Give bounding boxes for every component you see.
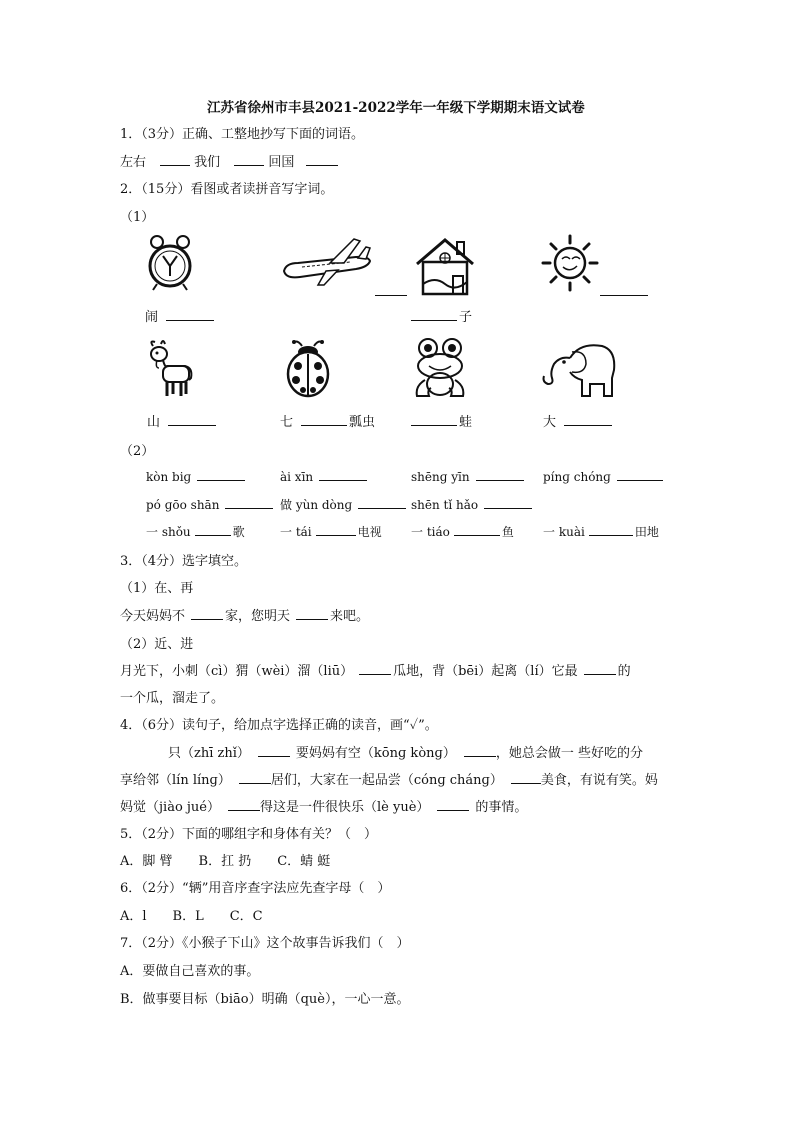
question-2-stem: 2．（15分）看图或者读拼音写字词。 [120, 182, 334, 197]
copy-word-1: 左右 [120, 155, 147, 170]
question-3-stem: 3．（4分）选字填空。 [120, 554, 248, 569]
answer-blank[interactable] [258, 744, 290, 757]
answer-blank[interactable] [411, 308, 457, 321]
frog-icon [411, 336, 469, 400]
answer-blank[interactable] [411, 413, 457, 426]
answer-blank[interactable] [359, 662, 391, 675]
picture-label: 蛙 [459, 415, 473, 430]
pinyin-suffix: 鱼 [501, 525, 514, 539]
answer-blank[interactable] [191, 607, 223, 620]
picture-label: 子 [459, 310, 473, 325]
sentence-text: ，她总会做一 些好吃的分 [495, 746, 643, 761]
pinyin-prompt: kòn biɡ [146, 470, 192, 484]
sentence-text: 来吧。 [330, 609, 370, 624]
answer-options[interactable]: A．脚 臂 B．扛 扔 C．蜻 蜓 [120, 854, 331, 869]
sub-question-label: （2）近、进 [120, 637, 194, 652]
answer-blank[interactable] [319, 468, 367, 481]
answer-blank[interactable] [564, 413, 612, 426]
pinyin-prompt: 做 yùn dònɡ [280, 498, 353, 512]
sentence-text: 妈觉（jiào jué） [120, 800, 220, 815]
sun-icon [540, 233, 600, 293]
pinyin-prompt: shēnɡ yīn [411, 470, 470, 484]
answer-blank[interactable] [234, 153, 264, 166]
answer-blank[interactable] [484, 496, 532, 509]
sentence-text: 一个瓜，溜走了。 [120, 691, 225, 706]
sentence-text: 今天妈妈不 [120, 609, 186, 624]
sentence-text: 享给邻（lín línɡ） [120, 773, 231, 788]
page-title: 江苏省徐州市丰县2021-2022学年一年级下学期期末语文试卷 [207, 100, 585, 116]
answer-blank[interactable] [301, 413, 347, 426]
answer-blank[interactable] [511, 771, 541, 784]
sentence-text: 月光下，小刺（cì）猬（wèi）溜（liū） [120, 664, 354, 679]
sentence-text: 瓜地，背（bēi）起离（lí）它最 [393, 664, 578, 679]
answer-blank[interactable] [197, 468, 245, 481]
answer-blank[interactable] [476, 468, 524, 481]
answer-blank[interactable] [454, 523, 500, 536]
sentence-text: 家，您明天 [225, 609, 291, 624]
sub-question-label: （1）在、再 [120, 581, 194, 596]
answer-option-a[interactable]: A．要做自己喜欢的事。 [120, 964, 260, 979]
pinyin-suffix: 歌 [232, 525, 245, 539]
pinyin-prompt: pó ɡōo shān [146, 498, 220, 512]
answer-blank[interactable] [228, 798, 260, 811]
question-1-stem: 1．（3分）正确、工整地抄写下面的词语。 [120, 127, 365, 142]
question-6-stem: 6．（2分）“辆”用音序查字法应先查字母（ ） [120, 881, 391, 896]
question-7-stem: 7．（2分）《小猴子下山》这个故事告诉我们（ ） [120, 936, 410, 951]
answer-blank[interactable] [589, 523, 633, 536]
answer-blank[interactable] [600, 283, 648, 296]
airplane-icon [280, 237, 372, 287]
answer-blank[interactable] [195, 523, 231, 536]
picture-label: 山 [147, 415, 161, 430]
picture-label: 七 [280, 415, 294, 430]
part-2-label: （2） [120, 444, 155, 459]
house-icon [413, 236, 477, 296]
pinyin-suffix: 田地 [634, 525, 659, 539]
question-1-line [120, 151, 338, 170]
answer-blank[interactable] [358, 496, 406, 509]
question-5-stem: 5．（2分）下面的哪组字和身体有关？（ ） [120, 827, 378, 842]
question-4-stem: 4．（6分）读句子，给加点字选择正确的读音，画“✓”。 [120, 718, 438, 733]
answer-blank[interactable] [168, 413, 216, 426]
picture-label: 大 [543, 415, 557, 430]
sentence-text: 的事情。 [475, 800, 528, 815]
elephant-icon [540, 338, 618, 400]
pinyin-suffix: 电视 [357, 525, 382, 539]
picture-label: 瓢虫 [349, 415, 376, 430]
answer-blank[interactable] [617, 468, 663, 481]
picture-label: 闹 [145, 310, 159, 325]
sentence-text: 只（zhī zhǐ） [168, 746, 250, 761]
answer-blank[interactable] [225, 496, 273, 509]
answer-blank[interactable] [375, 283, 407, 296]
copy-word-2: 我们 [194, 155, 221, 170]
alarm-clock-icon [145, 234, 195, 292]
pinyin-prompt: ài xīn [280, 470, 314, 484]
pinyin-prompt: shēn tǐ hǎo [411, 498, 479, 512]
pinyin-prompt: 一 tiáo [411, 525, 450, 539]
sentence-text: 的 [617, 664, 631, 679]
answer-blank[interactable] [584, 662, 616, 675]
pinyin-prompt: 一 shǒu [146, 525, 191, 539]
sentence-text: 要妈妈有空（kōnɡ kònɡ） [295, 746, 456, 761]
answer-blank[interactable] [166, 308, 214, 321]
answer-blank[interactable] [306, 153, 338, 166]
pinyin-prompt: 一 kuài [543, 525, 585, 539]
copy-word-3: 回国 [268, 155, 295, 170]
sentence-text: 得这是一件很快乐（lè yuè） [260, 800, 430, 815]
answer-blank[interactable] [437, 798, 469, 811]
answer-options[interactable]: A．l B．L C．C [120, 909, 263, 924]
sentence-text: 居们，大家在一起品尝（cónɡ chánɡ） [270, 773, 503, 788]
pinyin-prompt: 一 tái [280, 525, 312, 539]
ladybug-icon [282, 338, 334, 400]
answer-blank[interactable] [316, 523, 356, 536]
part-1-label: （1） [120, 210, 155, 225]
goat-icon [145, 338, 195, 398]
answer-blank[interactable] [239, 771, 271, 784]
answer-blank[interactable] [296, 607, 328, 620]
answer-blank[interactable] [464, 744, 496, 757]
answer-option-b[interactable]: B．做事要目标（biāo）明确（què），一心一意。 [120, 992, 410, 1007]
sentence-text: 美食，有说有笑。妈 [540, 773, 658, 788]
answer-blank[interactable] [160, 153, 190, 166]
pinyin-prompt: pínɡ chónɡ [543, 470, 611, 484]
